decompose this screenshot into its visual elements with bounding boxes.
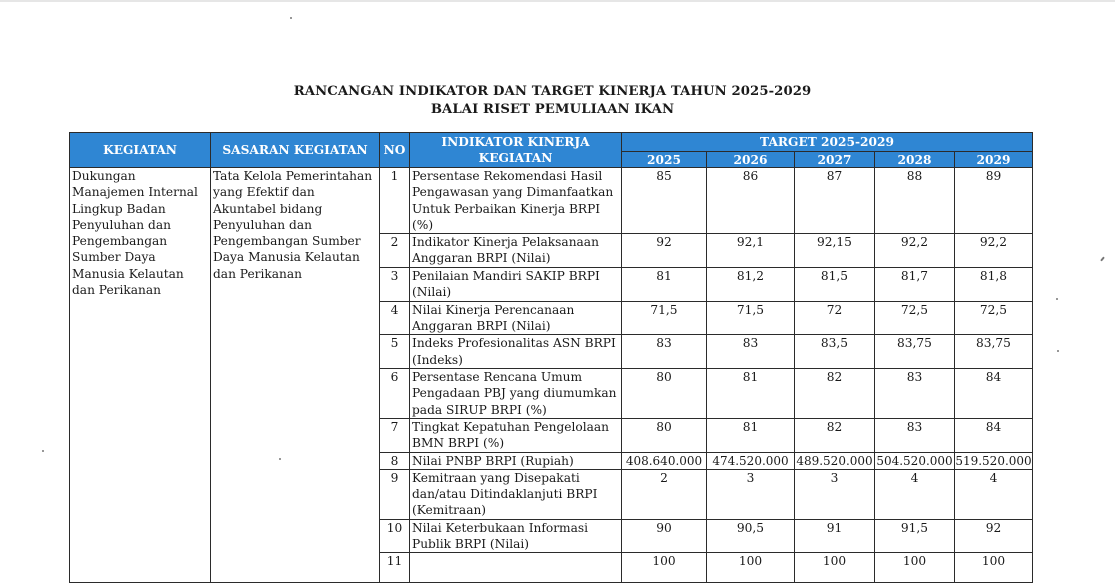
target-value: 100 xyxy=(622,553,707,583)
row-number: 2 xyxy=(380,234,410,268)
header-target-group: TARGET 2025-2029 xyxy=(622,133,1033,152)
indicator-cell: Persentase Rencana Umum Pengadaan PBJ yang diumumkan pada SIRUP BRPI (%) xyxy=(410,368,622,418)
scan-speck xyxy=(1056,298,1058,300)
header-year: 2029 xyxy=(955,152,1033,168)
row-number: 7 xyxy=(380,418,410,452)
target-value: 87 xyxy=(795,168,875,234)
target-value: 83,75 xyxy=(955,335,1033,369)
header-year: 2027 xyxy=(795,152,875,168)
table-row xyxy=(70,168,1033,234)
target-value: 72,5 xyxy=(875,301,955,335)
indicator-cell: Nilai Kinerja Perencanaan Anggaran BRPI (Nilai) xyxy=(410,301,622,335)
indicator-cell xyxy=(410,553,622,583)
indicator-cell: Indikator Kinerja Pelaksanaan Anggaran BRPI (Nilai) xyxy=(410,234,622,268)
kegiatan-cell: Dukungan Manajemen Internal Lingkup Badan Penyuluhan dan Pengembangan Sumber Daya Manusia Kelautan dan Perikanan xyxy=(70,168,211,583)
target-value: 72 xyxy=(795,301,875,335)
target-value: 92,15 xyxy=(795,234,875,268)
target-value: 92,2 xyxy=(955,234,1033,268)
target-value: 92 xyxy=(955,519,1033,553)
target-value: 100 xyxy=(795,553,875,583)
target-value: 83 xyxy=(622,335,707,369)
header-indikator-kinerja: INDIKATOR KINERJA KEGIATAN xyxy=(410,133,622,168)
target-value: 3 xyxy=(707,469,795,519)
indicator-target-table xyxy=(69,132,1033,583)
page-top-edge xyxy=(0,0,1115,2)
indicator-cell: Kemitraan yang Disepakati dan/atau Ditindaklanjuti BRPI (Kemitraan) xyxy=(410,469,622,519)
row-number: 4 xyxy=(380,301,410,335)
target-value: 489.520.000 xyxy=(796,453,873,468)
target-value: 86 xyxy=(707,168,795,234)
target-value: 83,75 xyxy=(875,335,955,369)
row-number: 1 xyxy=(380,168,410,234)
indicator-cell: Penilaian Mandiri SAKIP BRPI (Nilai) xyxy=(410,268,622,302)
scan-speck xyxy=(1100,256,1105,261)
indicator-cell: Persentase Rekomendasi Hasil Pengawasan yang Dimanfaatkan Untuk Perbaikan Kinerja BRPI (%) xyxy=(410,168,622,234)
indicator-cell: Indeks Profesionalitas ASN BRPI (Indeks) xyxy=(410,335,622,369)
target-value: 81,5 xyxy=(795,268,875,302)
target-value: 92,1 xyxy=(707,234,795,268)
target-value: 2 xyxy=(622,469,707,519)
row-number: 3 xyxy=(380,268,410,302)
scan-speck xyxy=(290,17,292,19)
row-number: 6 xyxy=(380,368,410,418)
target-value: 100 xyxy=(707,553,795,583)
target-value: 3 xyxy=(795,469,875,519)
target-value: 84 xyxy=(955,368,1033,418)
target-value: 4 xyxy=(875,469,955,519)
target-value: 90,5 xyxy=(707,519,795,553)
target-value: 72,5 xyxy=(955,301,1033,335)
target-value: 80 xyxy=(622,368,707,418)
target-value: 88 xyxy=(875,168,955,234)
target-value: 82 xyxy=(795,368,875,418)
row-number: 9 xyxy=(380,469,410,519)
document-title: RANCANGAN INDIKATOR DAN TARGET KINERJA TAHUN 2025-2029 xyxy=(293,84,812,99)
header-year: 2025 xyxy=(622,152,707,168)
target-value: 92,2 xyxy=(875,234,955,268)
indicator-cell: Nilai PNBP BRPI (Rupiah) xyxy=(410,452,622,469)
target-value: 84 xyxy=(955,418,1033,452)
indicator-cell: Tingkat Kepatuhan Pengelolaan BMN BRPI (%) xyxy=(410,418,622,452)
sasaran-cell: Tata Kelola Pemerintahan yang Efektif dan Akuntabel bidang Penyuluhan dan Pengembangan Sumber Daya Manusia Kelautan dan Perikanan xyxy=(211,168,380,583)
target-value: 89 xyxy=(955,168,1033,234)
target-value: 83 xyxy=(875,368,955,418)
target-value: 92 xyxy=(622,234,707,268)
target-value: 81 xyxy=(622,268,707,302)
target-value: 81,8 xyxy=(955,268,1033,302)
target-value: 91 xyxy=(795,519,875,553)
target-value: 100 xyxy=(875,553,955,583)
document-subtitle: BALAI RISET PEMULIAAN IKAN xyxy=(430,102,675,117)
target-value: 474.520.000 xyxy=(707,452,795,469)
header-year: 2028 xyxy=(875,152,955,168)
target-value: 100 xyxy=(955,553,1033,583)
header-sasaran-kegiatan: SASARAN KEGIATAN xyxy=(211,133,380,168)
target-value: 519.520.000 xyxy=(955,453,1032,468)
target-value: 80 xyxy=(622,418,707,452)
header-year: 2026 xyxy=(707,152,795,168)
row-number: 11 xyxy=(380,553,410,583)
target-value: 83 xyxy=(707,335,795,369)
target-value: 85 xyxy=(622,168,707,234)
target-value: 504.520.000 xyxy=(876,453,953,468)
header-kegiatan: KEGIATAN xyxy=(70,133,211,168)
header-no: NO xyxy=(380,133,410,168)
row-number: 8 xyxy=(380,452,410,469)
target-value: 81,7 xyxy=(875,268,955,302)
scan-speck xyxy=(1057,350,1059,352)
target-value: 71,5 xyxy=(707,301,795,335)
indicator-cell: Nilai Keterbukaan Informasi Publik BRPI (Nilai) xyxy=(410,519,622,553)
target-value: 4 xyxy=(955,469,1033,519)
target-value: 90 xyxy=(622,519,707,553)
row-number: 5 xyxy=(380,335,410,369)
scan-speck xyxy=(42,450,44,452)
target-value: 82 xyxy=(795,418,875,452)
target-value: 91,5 xyxy=(875,519,955,553)
target-value: 71,5 xyxy=(622,301,707,335)
target-value: 81 xyxy=(707,418,795,452)
target-value: 408.640.000 xyxy=(622,452,707,469)
target-value: 83,5 xyxy=(795,335,875,369)
target-value: 83 xyxy=(875,418,955,452)
target-value: 81,2 xyxy=(707,268,795,302)
target-value: 81 xyxy=(707,368,795,418)
row-number: 10 xyxy=(380,519,410,553)
